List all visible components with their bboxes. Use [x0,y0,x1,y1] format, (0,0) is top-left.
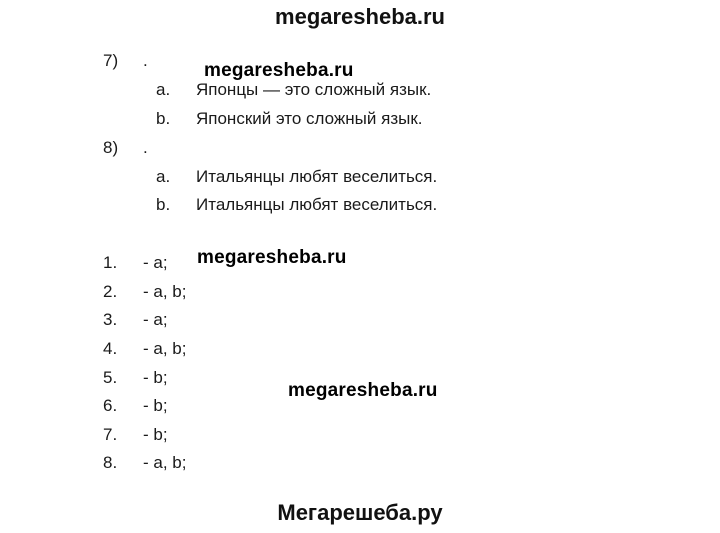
option-letter: a. [156,80,171,99]
answer-value: - b; [143,368,168,387]
answer-value: - a; [143,253,168,272]
answer-number: 4. [103,339,118,358]
watermark: megaresheba.ru [204,60,354,81]
option-letter: b. [156,195,171,214]
option-text: Японцы — это сложный язык. [196,80,432,99]
answer-value: - a, b; [143,453,187,472]
option-text: Итальянцы любят веселиться. [196,167,438,186]
watermark: megaresheba.ru [288,380,438,401]
answer-number: 2. [103,282,118,301]
answer-number: 1. [103,253,118,272]
option-text: Японский это сложный язык. [196,109,423,128]
answer-number: 8. [103,453,118,472]
answer-value: - a; [143,310,168,329]
answer-number: 6. [103,396,118,415]
page-footer-site: Мегарешеба.ру [277,500,443,525]
answer-value: - b; [143,425,168,444]
option-text: Итальянцы любят веселиться. [196,195,438,214]
page-header-site: megaresheba.ru [275,4,445,29]
answer-number: 5. [103,368,118,387]
answer-value: - a, b; [143,339,187,358]
answer-number: 7. [103,425,118,444]
answer-number: 3. [103,310,118,329]
option-letter: a. [156,167,171,186]
answer-value: - a, b; [143,282,187,301]
option-letter: b. [156,109,171,128]
question-number: 8) [103,138,119,157]
question-mark: . [143,51,148,70]
question-number: 7) [103,51,119,70]
answer-value: - b; [143,396,168,415]
question-mark: . [143,138,148,157]
watermark: megaresheba.ru [197,247,347,268]
